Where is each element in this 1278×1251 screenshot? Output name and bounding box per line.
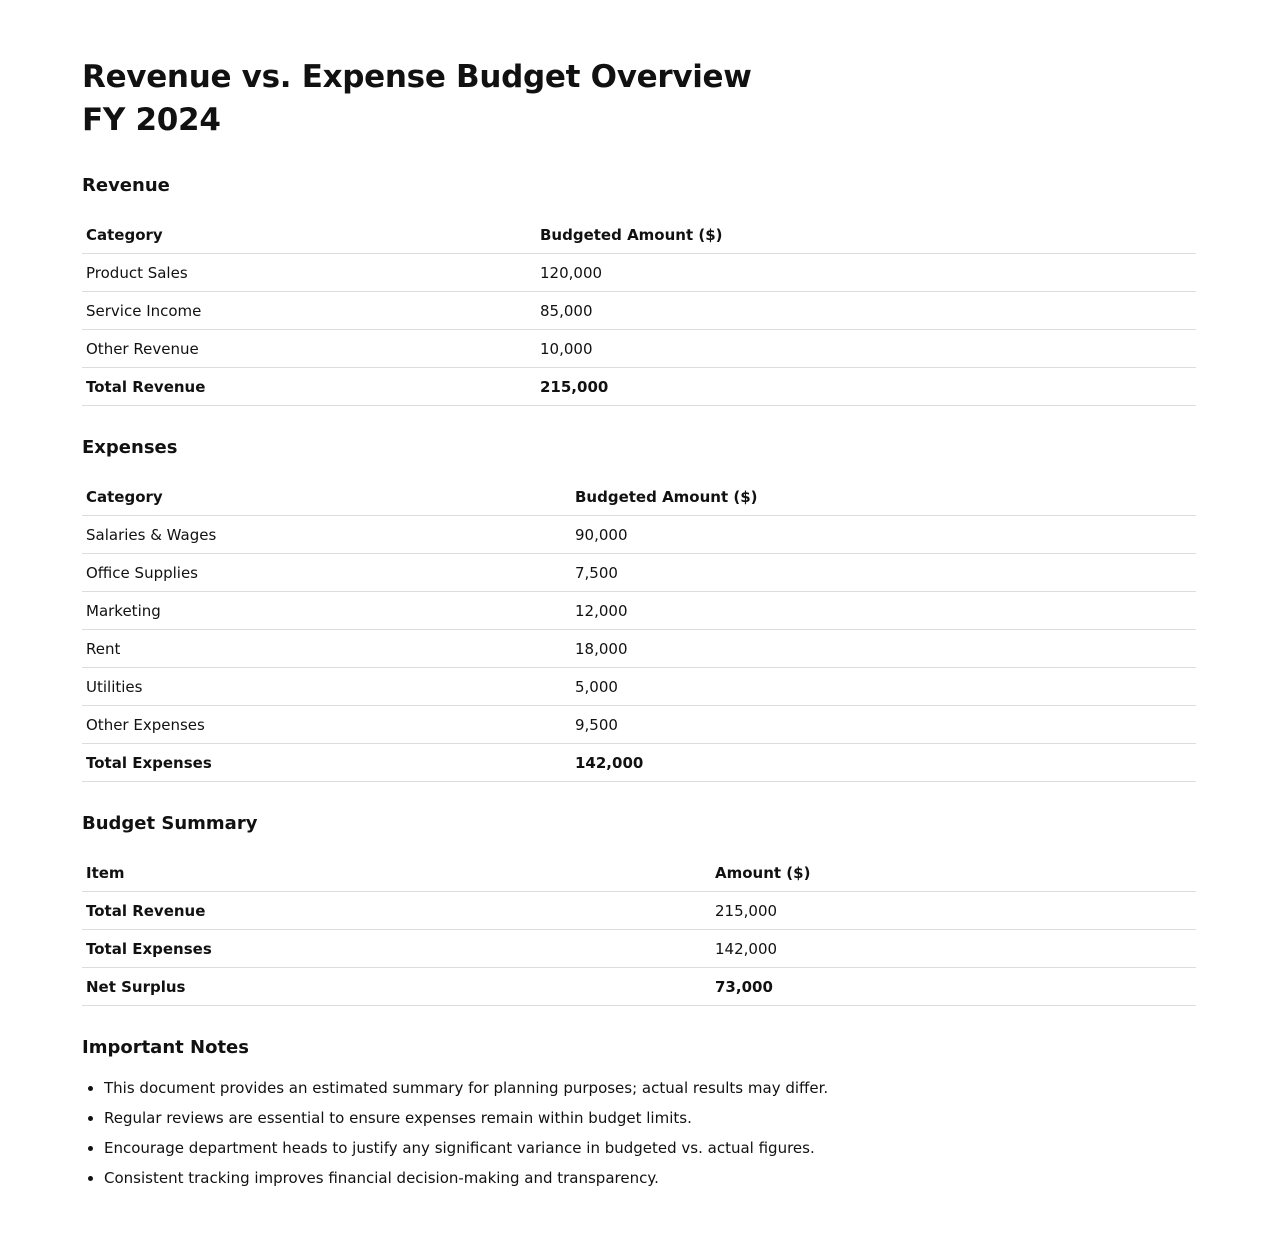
list-item: • Consistent tracking improves financial decision-making and transparency.: [104, 1163, 1196, 1193]
summary-item-cell: Total Revenue: [82, 892, 711, 930]
column-header-category: Category: [82, 217, 536, 254]
column-header-amount: Amount ($): [711, 855, 1196, 892]
expenses-total-amount: 142,000: [571, 744, 1196, 782]
page-title-line2: FY 2024: [82, 102, 221, 138]
revenue-category-cell: Product Sales: [82, 254, 536, 292]
table-row: [82, 330, 1196, 368]
table-row: [82, 706, 1196, 744]
summary-heading: Budget Summary: [82, 813, 258, 834]
expense-amount-cell: 12,000: [571, 592, 1196, 630]
expense-amount-cell: 9,500: [571, 706, 1196, 744]
expense-amount-cell: 7,500: [571, 554, 1196, 592]
expense-amount-cell: 5,000: [571, 668, 1196, 706]
revenue-category-cell: Service Income: [82, 292, 536, 330]
column-header-category: Category: [82, 479, 571, 516]
expenses-heading: Expenses: [82, 437, 178, 458]
table-row: [82, 292, 1196, 330]
table-row: [82, 254, 1196, 292]
table-row: [82, 930, 1196, 968]
revenue-amount-cell: 10,000: [536, 330, 1196, 368]
summary-item-cell: Total Expenses: [82, 930, 711, 968]
notes-list: [82, 1073, 1196, 1193]
page-title: [82, 56, 1196, 142]
table-row: [82, 630, 1196, 668]
column-header-amount: Budgeted Amount ($): [571, 479, 1196, 516]
expenses-total-label: Total Expenses: [82, 744, 571, 782]
revenue-heading: Revenue: [82, 175, 170, 196]
expense-category-cell: Marketing: [82, 592, 571, 630]
net-surplus-label: Net Surplus: [82, 968, 711, 1006]
expense-amount-cell: 90,000: [571, 516, 1196, 554]
summary-amount-cell: 215,000: [711, 892, 1196, 930]
expense-category-cell: Salaries & Wages: [82, 516, 571, 554]
column-header-amount: Budgeted Amount ($): [536, 217, 1196, 254]
table-row: [82, 554, 1196, 592]
list-item: • Regular reviews are essential to ensure expenses remain within budget limits.: [104, 1103, 1196, 1133]
revenue-category-cell: Other Revenue: [82, 330, 536, 368]
net-surplus-amount: 73,000: [711, 968, 1196, 1006]
net-surplus-row: [82, 968, 1196, 1006]
revenue-total-row: [82, 368, 1196, 406]
table-row: [82, 592, 1196, 630]
summary-amount-cell: 142,000: [711, 930, 1196, 968]
revenue-total-amount: 215,000: [536, 368, 1196, 406]
column-header-item: Item: [82, 855, 711, 892]
table-row: [82, 668, 1196, 706]
table-header-row: [82, 855, 1196, 892]
list-item: • Encourage department heads to justify any significant variance in budgeted vs. actual figures.: [104, 1133, 1196, 1163]
revenue-amount-cell: 120,000: [536, 254, 1196, 292]
expenses-total-row: [82, 744, 1196, 782]
table-header-row: [82, 217, 1196, 254]
expense-amount-cell: 18,000: [571, 630, 1196, 668]
notes-heading: Important Notes: [82, 1037, 249, 1058]
expenses-table: [82, 479, 1196, 782]
revenue-table: [82, 217, 1196, 406]
summary-table: [82, 855, 1196, 1006]
expense-category-cell: Utilities: [82, 668, 571, 706]
expense-category-cell: Rent: [82, 630, 571, 668]
revenue-amount-cell: 85,000: [536, 292, 1196, 330]
table-row: [82, 516, 1196, 554]
expense-category-cell: Office Supplies: [82, 554, 571, 592]
table-row: [82, 892, 1196, 930]
list-item: • This document provides an estimated summary for planning purposes; actual results may differ.: [104, 1073, 1196, 1103]
expense-category-cell: Other Expenses: [82, 706, 571, 744]
revenue-total-label: Total Revenue: [82, 368, 536, 406]
table-header-row: [82, 479, 1196, 516]
page-title-line1: Revenue vs. Expense Budget Overview: [82, 59, 752, 95]
